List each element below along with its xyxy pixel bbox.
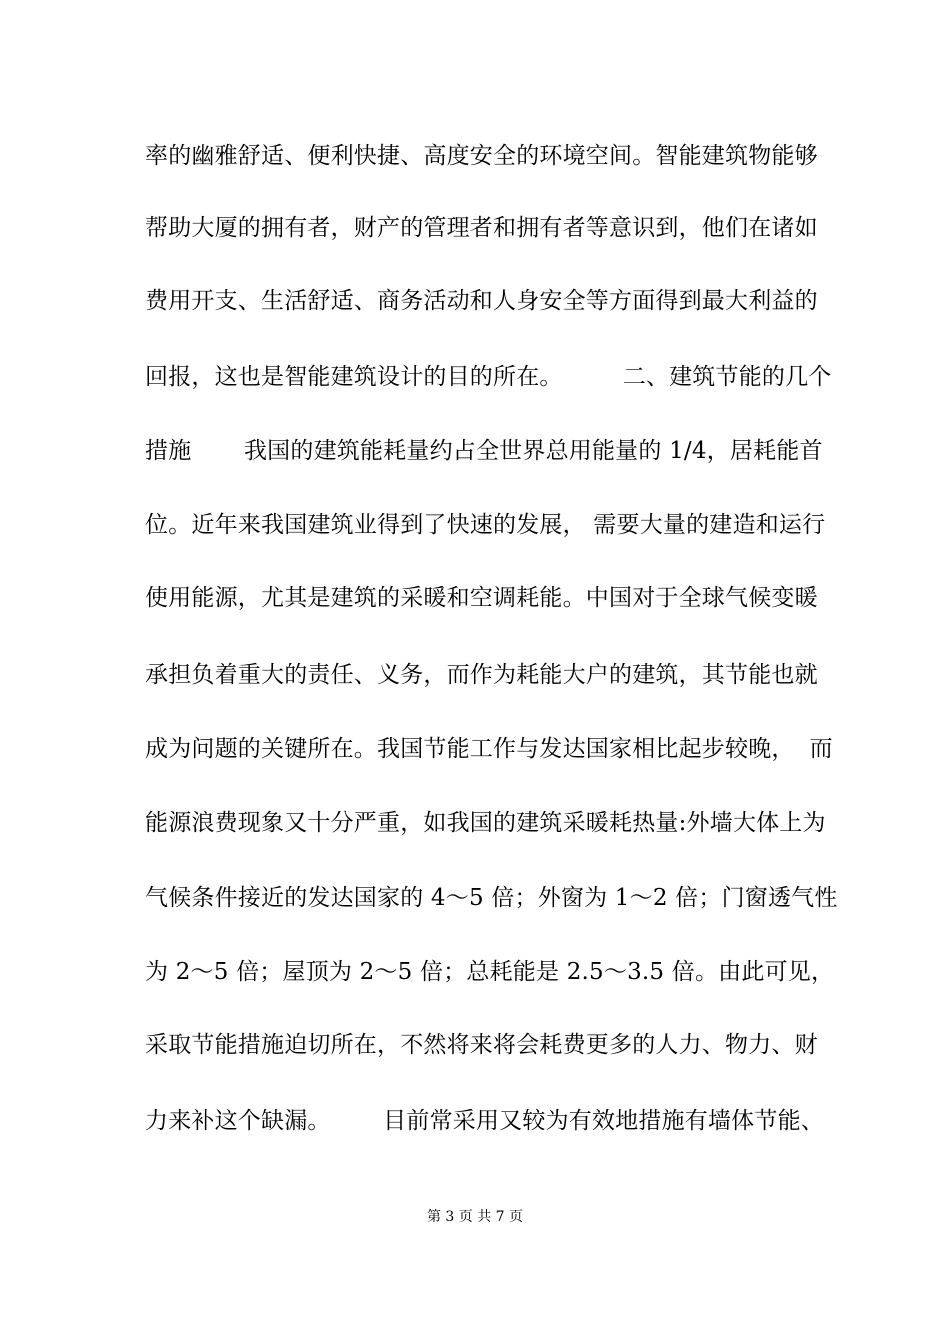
body-text-line-6: 位。近年来我国建筑业得到了快速的发展， 需要大量的建造和运行 xyxy=(145,512,826,538)
body-text-line-14: 力来补这个缺漏。 目前常采用又较为有效地措施有墙体节能、 xyxy=(145,1108,824,1134)
body-text-line-5: 措施 我国的建筑能耗量约占全世界总用能量的 1/4，居耗能首 xyxy=(145,438,823,464)
page-number-footer: 第 3 页 共 7 页 xyxy=(426,1209,524,1225)
body-text-line-2: 帮助大厦的拥有者，财产的管理者和拥有者等意识到，他们在诸如 xyxy=(145,215,818,241)
body-text-line-12: 为 2～5 倍；屋顶为 2～5 倍；总耗能是 2.5～3.5 倍。由此可见， xyxy=(145,959,835,985)
body-text-line-11: 气候条件接近的发达国家的 4～5 倍；外窗为 1～2 倍；门窗透气性 xyxy=(145,885,838,911)
body-text-line-3: 费用开支、生活舒适、商务活动和人身安全等方面得到最大利益的 xyxy=(145,288,818,314)
body-text-line-10: 能源浪费现象又十分严重，如我国的建筑采暖耗热量:外墙大体上为 xyxy=(145,810,826,836)
body-text-line-9: 成为问题的关键所在。我国节能工作与发达国家相比起步较晚， 而 xyxy=(145,736,833,762)
body-text-line-1: 率的幽雅舒适、便利快捷、高度安全的环境空间。智能建筑物能够 xyxy=(145,143,818,169)
body-text-line-7: 使用能源，尤其是建筑的采暖和空调耗能。中国对于全球气候变暖 xyxy=(145,585,818,611)
body-text-line-13: 采取节能措施迫切所在，不然将来将会耗费更多的人力、物力、财 xyxy=(145,1032,818,1058)
body-text-line-8: 承担负着重大的责任、义务，而作为耗能大户的建筑，其节能也就 xyxy=(145,662,818,688)
body-text-line-4: 回报，这也是智能建筑设计的目的所在。 二、建筑节能的几个 xyxy=(145,364,832,390)
